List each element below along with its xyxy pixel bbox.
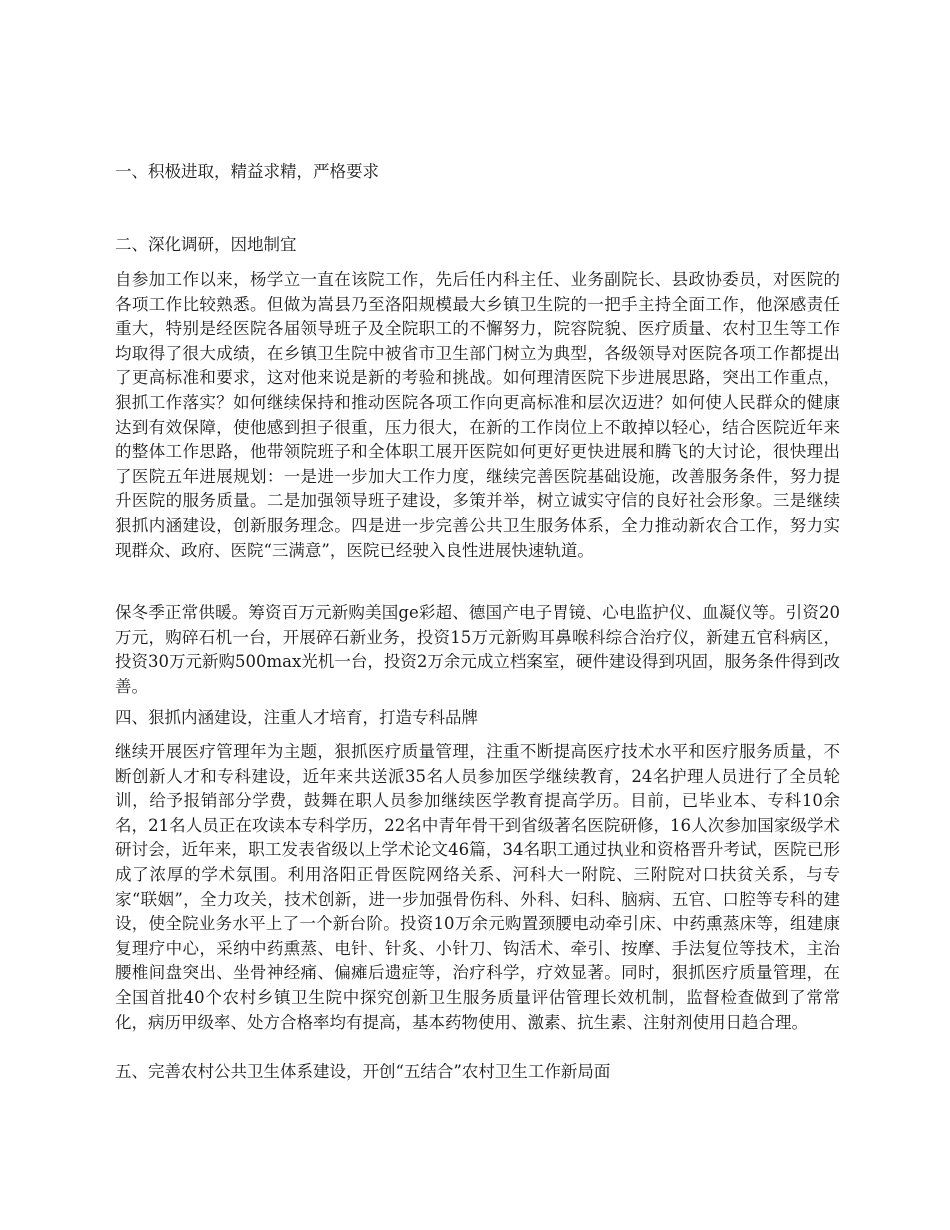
body-paragraph-3: 继续开展医疗管理年为主题，狠抓医疗质量管理，注重不断提高医疗技术水平和医疗服务质量，不断创新人才和专科建设，近年来共送派35名人员参加医学继续教育，24名护理人员进行了全员轮训，给予报销部分学费，鼓舞在职人员参加继续医学教育提高学历。目前，已毕业本、专科10余名，21名人员正在攻读本专科学历，22名中青年骨干到省级著名医院研修，16人次参加国家级学术研讨会，近年来，职工发表省级以上学术论文46篇，34名职工通过执业和资格晋升考试，医院已形成了浓厚的学术氛围。利用洛阳正骨医院网络关系、河科大一附院、三附院对口扶贫关系，与专家“联姻”，全力攻关，技术创新，进一步加强骨伤科、外科、妇科、脑病、五官、口腔等专科的建设，使全院业务水平上了一个新台阶。投资10万余元购置颈腰电动牵引床、中药熏蒸床等，组建康复理疗中心，采纳中药熏蒸、电针、针炙、小针刀、钩活术、牵引、按摩、手法复位等技术，主治腰椎间盘突出、坐骨神经痛、偏瘫后遗症等，治疗科学，疗效显著。同时，狠抓医疗质量管理，在全国首批40个农村乡镇卫生院中探究创新卫生服务质量评估管理长效机制，监督检查做到了常常化，病历甲级率、处方合格率均有提高，基本药物使用、激素、抗生素、注射剂使用日趋合理。 <box>115 742 840 1032</box>
section-heading-4: 四、狠抓内涵建设，注重人才培育，打造专科品牌 <box>115 708 478 727</box>
body-paragraph-1: 自参加工作以来，杨学立一直在该院工作，先后任内科主任、业务副院长、县政协委员，对医院的各项工作比较熟悉。但做为嵩县乃至洛阳规模最大乡镇卫生院的一把手主持全面工作，他深感责任重大，特别是经医院各届领导班子及全院职工的不懈努力，院容院貌、医疗质量、农村卫生等工作均取得了很大成绩，在乡镇卫生院中被省市卫生部门树立为典型，各级领导对医院各项工作都提出了更高标准和要求，这对他来说是新的考验和挑战。如何理清医院下步进展思路，突出工作重点，狠抓工作落实？如何继续保持和推动医院各项工作向更高标准和层次迈进？如何使人民群众的健康达到有效保障，使他感到担子很重，压力很大，在新的工作岗位上不敢掉以轻心，结合医院近年来的整体工作思路，他带领院班子和全体职工展开医院如何更好更快进展和腾飞的大讨论，很快理出了医院五年进展规划：一是进一步加大工作力度，继续完善医院基础设施，改善服务条件，努力提升医院的服务质量。二是加强领导班子建设，多策并举，树立诚实守信的良好社会形象。三是继续狠抓内涵建设，创新服务理念。四是进一步完善公共卫生服务体系，全力推动新农合工作，努力实现群众、政府、医院“三满意”，医院已经驶入良性进展快速轨道。 <box>115 270 840 560</box>
section-heading-2: 二、深化调研，因地制宜 <box>115 235 297 254</box>
body-paragraph-2: 保冬季正常供暖。筹资百万元新购美国ge彩超、德国产电子胃镜、心电监护仪、血凝仪等。引资20万元，购碎石机一台，开展碎石新业务，投资15万元新购耳鼻喉科综合治疗仪，新建五官科病区，投资30万元新购500max光机一台，投资2万余元成立档案室，硬件建设得到巩固，服务条件得到改善。 <box>115 603 840 696</box>
section-heading-1: 一、积极进取，精益求精，严格要求 <box>115 162 379 181</box>
section-heading-5: 五、完善农村公共卫生体系建设，开创“五结合”农村卫生工作新局面 <box>115 1062 611 1081</box>
